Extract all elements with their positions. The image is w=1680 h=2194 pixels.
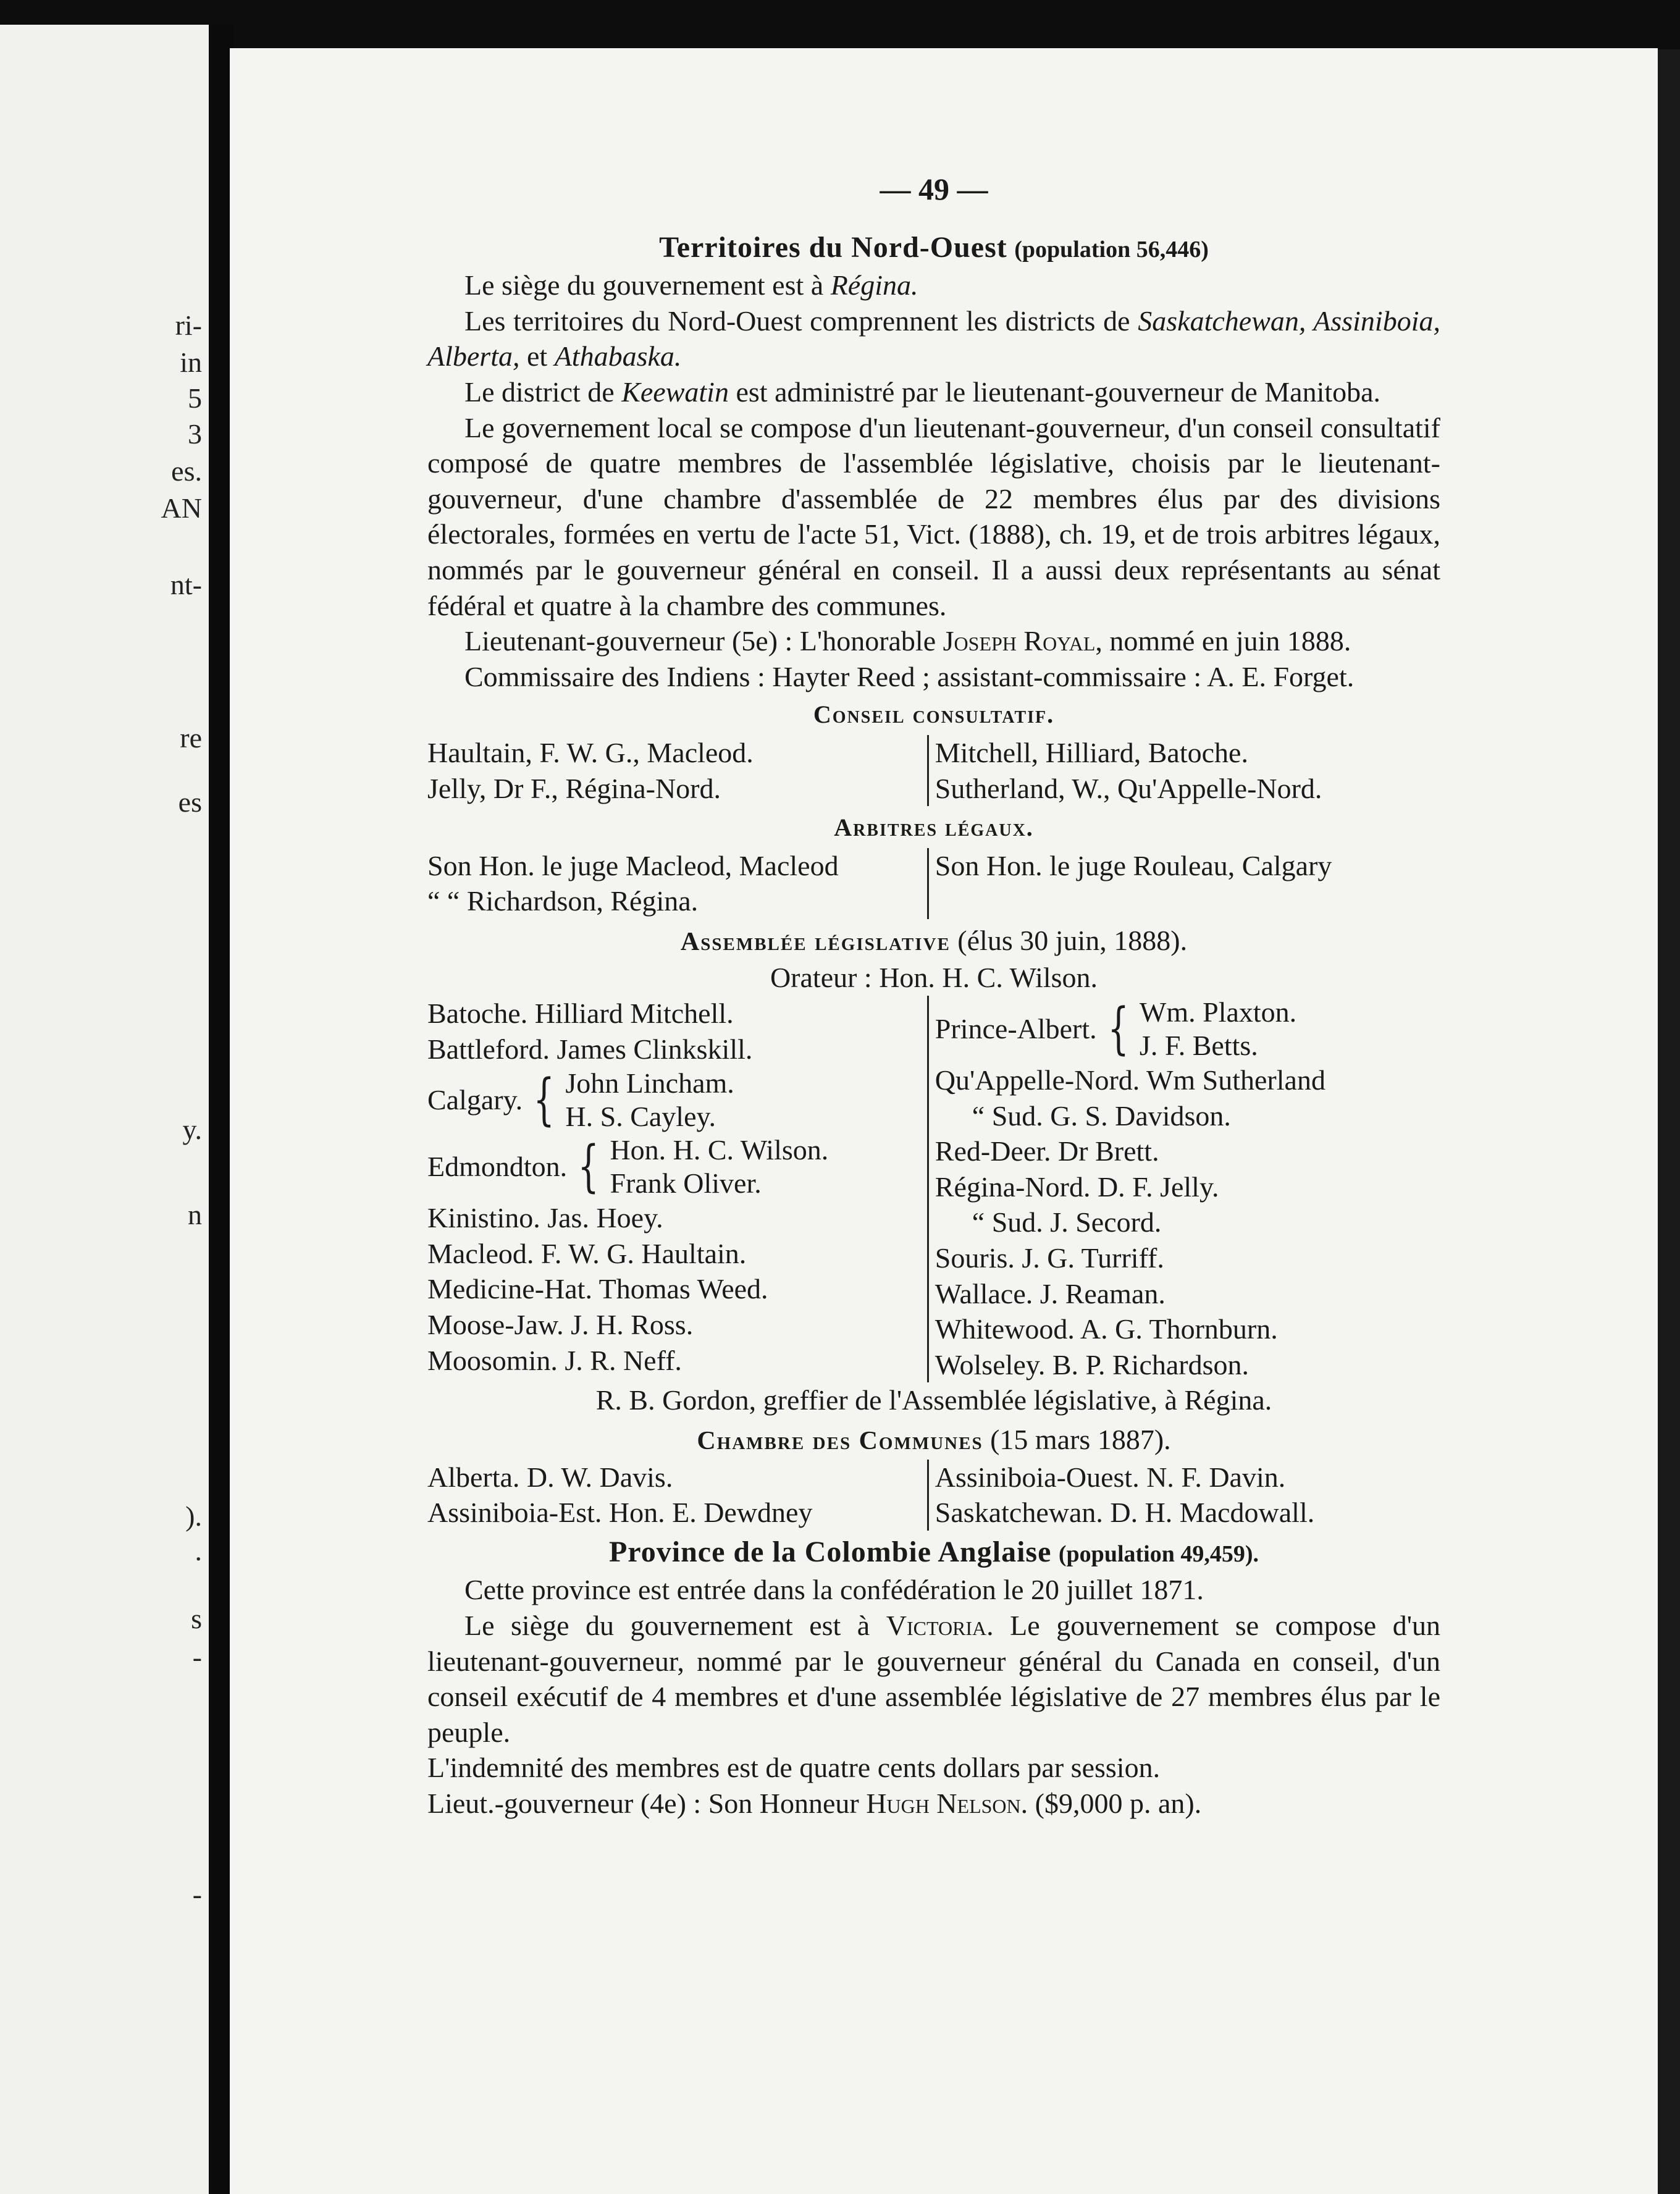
section-title: Chambre des Communes [697,1427,983,1455]
list-item: Whitewood. A. G. Thornburn. [934,1313,1278,1345]
nwt-title: Territoires du Nord-Ouest [659,230,1007,264]
list-item: Alberta. D. W. Davis. [427,1461,673,1493]
text: , nommé en juin 1888. [1095,625,1351,657]
district-name: Keewatin [621,376,729,408]
bc-paragraph-indemnity: L'indemnité des membres est de quatre cents dollars par session. [427,1752,1161,1784]
page-content [427,172,1440,1822]
document-page [230,48,1658,2194]
list-item: Assiniboia-Est. Hon. E. Dewdney [427,1497,813,1529]
bc-paragraph-government [427,1608,1440,1750]
list-item: Jelly, Dr F., Régina-Nord. [427,772,721,804]
fragment-text: AN [161,492,202,524]
district-name: Athabaska. [554,340,682,372]
orateur: Orateur : Hon. H. C. Wilson. [770,962,1098,994]
page-number: — 49 — [880,172,988,206]
list-item: Moosomin. J. R. Neff. [427,1344,682,1376]
assemblee-heading [427,923,1440,960]
fragment-text: y. [182,1114,202,1145]
greffier: R. B. Gordon, greffier de l'Assemblée législative, à Régina. [595,1384,1272,1416]
text: Le district de [464,376,622,408]
list-item: Macleod. F. W. G. Haultain. [427,1237,747,1269]
list-item: Souris. J. G. Turriff. [934,1242,1164,1274]
text: . Le gouvernement se compose d'un lieutenant-gouverneur, nommé par le gouverneur général du Canada en conseil, d'un conseil exécutif de 4 membres et d'une assemblée législative de 27 membres élus par le peuple. [427,1609,1440,1748]
fragment-text: s [191,1603,202,1634]
brace-icon: { [578,1134,599,1200]
conseil-table [427,735,1440,806]
nwt-paragraph-government: Le governement local se compose d'un lieutenant-gouverneur, d'un conseil consultatif composé de quatre membres de l'assemblée législative, choisis par le lieutenant-gouverneur, d'une chambre d'assemblée de 22 membres élus par des divisions électorales, formées en vertu de l'acte 51, Vict. (1888), ch. 19, et de trois arbitres légaux, nommés par le gouverneur général en conseil. Il a aussi deux représentants au sénat fédéral et quatre à la chambre des communes. [427,411,1440,621]
city-name: Victoria [886,1609,987,1641]
scan-right-border [1658,49,1680,2194]
brace-icon: { [533,1067,555,1133]
arbitres-heading: Arbitres légaux. [834,813,1034,842]
scan-top-border [0,0,1680,49]
edmonton-entry [427,1133,922,1200]
assemblee-table [427,996,1440,1382]
list-item: H. S. Cayley. [565,1101,716,1133]
fragment-text: es [178,786,202,818]
nwt-population: (population 56,446) [1014,236,1209,263]
nwt-paragraph-districts [427,303,1440,374]
nwt-paragraph-seat [427,267,1440,303]
list-item: “ “ Richardson, Régina. [427,885,699,917]
list-item: Battleford. James Clinkskill. [427,1033,753,1065]
fragment-text: ). [185,1500,202,1532]
bc-heading [427,1534,1440,1573]
calgary-entry [427,1067,922,1133]
list-item: “ Sud. G. S. Davidson. [972,1099,1231,1132]
list-item: Son Hon. le juge Macleod, Macleod [427,849,839,881]
fragment-text: re [180,722,202,754]
bc-title: Province de la Colombie Anglaise [608,1535,1052,1568]
list-item: Red-Deer. Dr Brett. [934,1135,1159,1167]
list-item: Haultain, F. W. G., Macleod. [427,736,754,768]
fragment-text: 5 [188,382,202,414]
list-item: J. F. Betts. [1139,1030,1258,1062]
person-name: Joseph Royal [943,625,1096,657]
city-name: Régina. [830,269,918,301]
list-item: Hon. H. C. Wilson. [610,1134,829,1166]
fragment-text: . [195,1535,202,1566]
list-item: Wolseley. B. P. Richardson. [934,1348,1250,1381]
person-name: Hugh Nelson [866,1787,1021,1819]
fragment-text: es. [171,455,202,487]
list-item: “ Sud. J. Secord. [972,1206,1162,1238]
list-item: Wm. Plaxton. [1139,996,1297,1028]
fragment-text: in [180,347,202,378]
nwt-paragraph-keewatin [427,374,1440,410]
text: Les territoires du Nord-Ouest comprennent les districts de [464,305,1138,337]
district-names: Saskatchewan, Assiniboia, Alberta, [427,305,1440,372]
arbitres-table [427,848,1440,919]
nwt-lieutenant-governor [427,623,1440,659]
communes-heading [427,1422,1440,1460]
bc-lieutenant-governor [427,1786,1440,1822]
brace-icon: { [1107,996,1129,1062]
bc-population: (population 49,459). [1058,1540,1259,1567]
fragment-text: ri- [175,309,202,341]
list-item: Sutherland, W., Qu'Appelle-Nord. [934,772,1322,804]
district-label: Edmondton. [427,1151,568,1183]
communes-table [427,1460,1440,1531]
prince-albert-entry [935,996,1440,1062]
list-item: John Lincham. [565,1067,734,1099]
bc-paragraph-confederation: Cette province est entrée dans la confédération le 20 juillet 1871. [464,1574,1204,1606]
list-item: Moose-Jaw. J. H. Ross. [427,1309,694,1341]
list-item: Assiniboia-Ouest. N. F. Davin. [934,1461,1286,1493]
section-title: Assemblée législative [680,927,951,956]
district-label: Prince-Albert. [934,1013,1097,1045]
text: Le siège du gouvernement est à [464,269,831,301]
text: Le siège du gouvernement est à [464,1609,886,1641]
list-item: Qu'Appelle-Nord. Wm Sutherland [934,1064,1325,1096]
list-item: Régina-Nord. D. F. Jelly. [934,1171,1219,1203]
nwt-commissioner: Commissaire des Indiens : Hayter Reed ; assistant-commissaire : A. E. Forget. [464,660,1354,692]
text: . ($9,000 p. an). [1020,1787,1202,1819]
section-date: (15 mars 1887). [983,1424,1171,1455]
nwt-heading [427,230,1440,268]
text: Lieutenant-gouverneur (5e) : L'honorable [464,625,943,657]
list-item: Son Hon. le juge Rouleau, Calgary [934,849,1332,881]
text: et [519,340,555,372]
district-label: Calgary. [427,1084,523,1116]
fragment-text: 3 [188,418,202,450]
fragment-text: n [188,1199,202,1230]
text: Lieut.-gouverneur (4e) : Son Honneur [427,1787,867,1819]
list-item: Kinistino. Jas. Hoey. [427,1202,663,1234]
text: est administré par le lieutenant-gouverneur de Manitoba. [728,376,1381,408]
list-item: Batoche. Hilliard Mitchell. [427,998,734,1030]
list-item: Wallace. J. Reaman. [934,1277,1166,1309]
fragment-text: - [192,1878,202,1910]
section-date: (élus 30 juin, 1888). [950,924,1188,956]
facing-page-fragment [0,25,213,2194]
list-item: Mitchell, Hilliard, Batoche. [934,736,1248,768]
fragment-text: nt- [170,569,202,600]
fragment-text: - [192,1641,202,1673]
list-item: Frank Oliver. [610,1167,762,1200]
list-item: Saskatchewan. D. H. Macdowall. [934,1497,1315,1529]
list-item: Medicine-Hat. Thomas Weed. [427,1273,768,1305]
conseil-heading: Conseil consultatif. [813,700,1055,729]
